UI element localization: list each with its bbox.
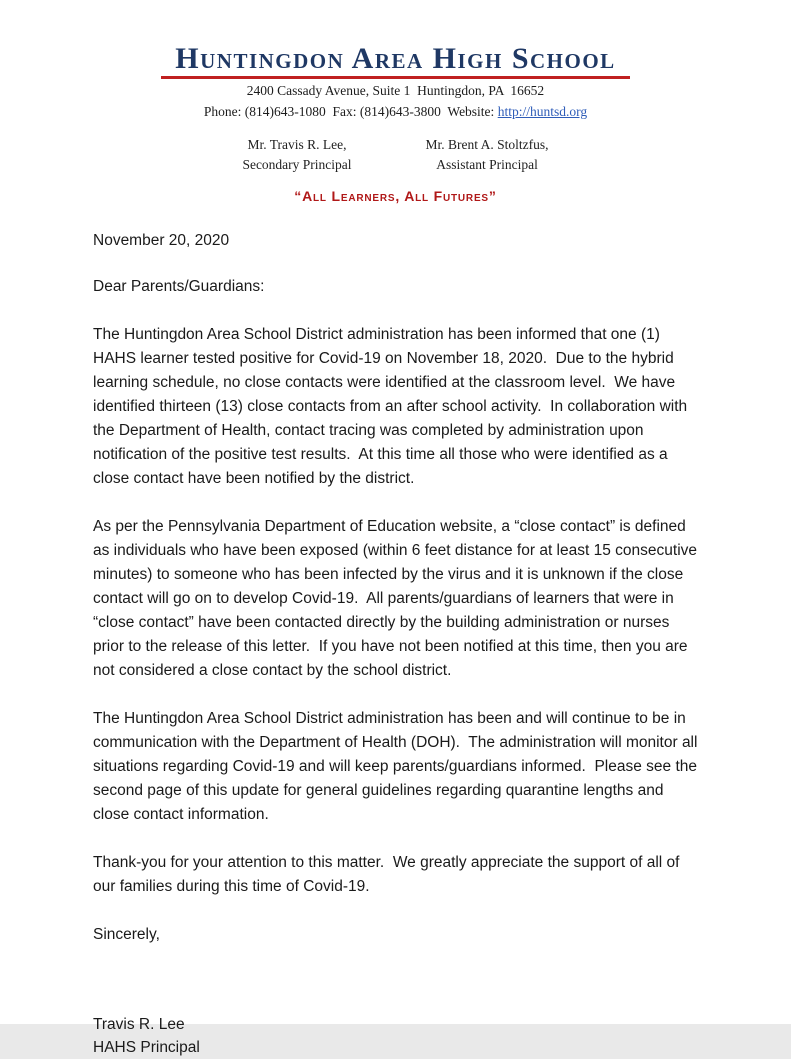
- principal-assistant-title: Assistant Principal: [436, 157, 538, 172]
- school-motto: “All Learners, All Futures”: [294, 187, 497, 204]
- principal-secondary: [242, 135, 351, 174]
- principals-block: [0, 135, 791, 174]
- letter-paragraph-4: Thank-you for your attention to this matter. We greatly appreciate the support of all of our families during this time of Covid-19.: [93, 853, 684, 895]
- letter-paragraph-3: The Huntingdon Area School District administration has been and will continue to be in communication with the Department of Health (DOH). The administration will monitor all situations regarding Covid-19 and will keep parents/guardians informed. Please see the second page of this update for general guidelines regarding quarantine lengths and close contact information.: [93, 709, 702, 823]
- school-phone-fax: Phone: (814)643-1080 Fax: (814)643-3800 Website:: [203, 104, 498, 120]
- letterhead: [0, 0, 791, 204]
- principal-secondary-title: Secondary Principal: [242, 157, 352, 172]
- letter-paragraph-1: The Huntingdon Area School District administration has been informed that one (1) HAHS learner tested positive for Covid-19 on November 18, 2020. Due to the hybrid learning schedule, no close contacts were identified at the classroom level. We have identified thirteen (13) close contacts from an after school activity. In collaboration with the Department of Health, contact tracing was completed by administration upon notification of the positive test results. At this time all those who were identified as a close contact have been notified by the district.: [93, 325, 692, 487]
- school-address: 2400 Cassady Avenue, Suite 1 Huntingdon, PA 16652: [246, 83, 545, 98]
- letter-salutation: Dear Parents/Guardians:: [93, 277, 265, 295]
- signature-block: [93, 1013, 701, 1059]
- school-website-link[interactable]: http://huntsd.org: [497, 104, 588, 120]
- principal-secondary-name: Mr. Travis R. Lee,: [247, 137, 347, 153]
- letter-date: November 20, 2020: [93, 231, 230, 249]
- principal-assistant: [426, 135, 549, 174]
- signature-name: Travis R. Lee: [93, 1015, 185, 1033]
- letter-closing: Sincerely,: [93, 925, 160, 943]
- letter-body: [0, 229, 791, 1059]
- school-contact-line: [0, 103, 791, 121]
- letter-paragraph-2: As per the Pennsylvania Department of Education website, a “close contact” is defined as individuals who have been exposed (within 6 feet distance for at least 15 consecutive minutes) to someone who has been infected by the virus and it is unknown if the close contact will go on to develop Covid-19. All parents/guardians of learners that were in “close contact” have been contacted directly by the building administration or nurses prior to the release of this letter. If you have not been notified at this time, then you are not considered a close contact by the school district.: [93, 517, 702, 679]
- principal-assistant-name: Mr. Brent A. Stoltzfus,: [425, 137, 549, 153]
- signature-title: HAHS Principal: [93, 1039, 200, 1057]
- school-name-title: Huntingdon Area High School: [161, 44, 629, 79]
